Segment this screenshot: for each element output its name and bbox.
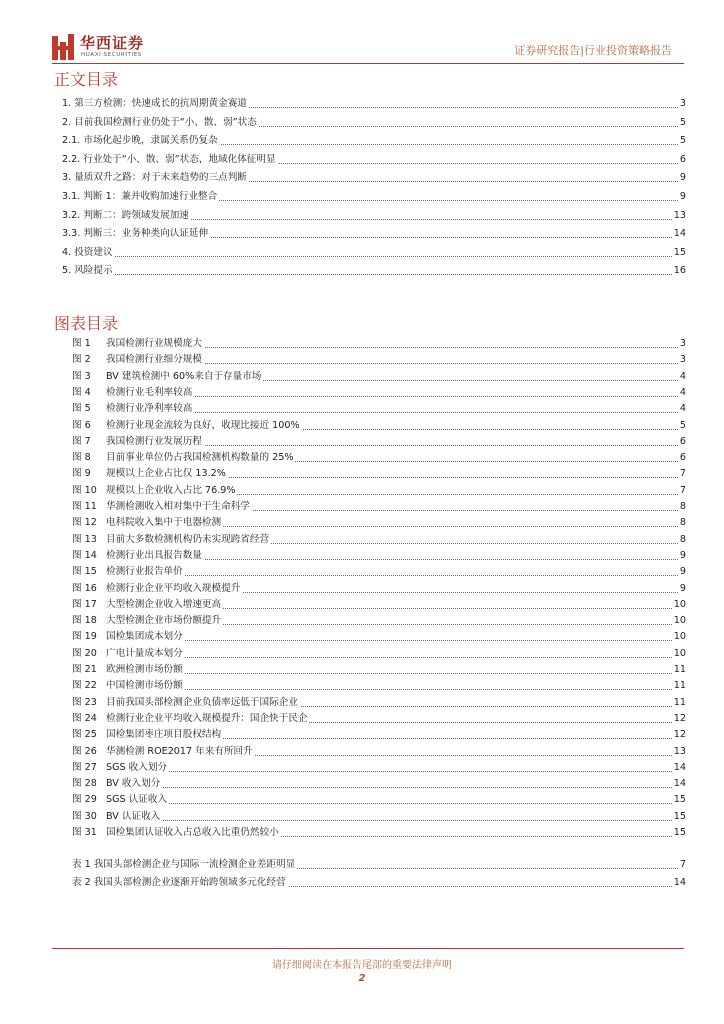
toc-entry-label: 3. 量质双升之路：对于未来趋势的三点判断 [62,170,249,186]
figure-caption: SGS 认证收入 [106,794,168,806]
header-rule [52,63,684,64]
figure-caption: 中国检测市场份额 [106,680,183,692]
toc-entry-page: 14 [672,776,686,792]
figure-caption: 电科院收入集中于电器检测 [106,517,222,529]
toc-entry[interactable] [62,189,686,205]
figure-caption: 广电计量成本划分 [106,647,183,659]
toc-entry-label [72,646,185,662]
toc-entry[interactable] [72,401,686,417]
toc-entry-page: 7 [678,466,686,482]
toc-entry-label [72,352,204,368]
toc-entry[interactable] [72,809,686,825]
toc-entry[interactable] [72,352,686,368]
toc-entry-page: 6 [678,152,686,168]
toc-entry-page: 10 [672,629,686,645]
toc-entry-label: 5. 风险提示 [62,263,115,279]
figure-number: 图 20 [72,647,97,659]
figure-caption: 检测行业企业平均收入规模提升 [106,582,241,594]
toc-entry[interactable] [72,515,686,531]
toc-entry[interactable] [72,369,686,385]
toc-entry[interactable] [72,532,686,548]
figure-caption: SGS 收入划分 [106,761,168,773]
toc-entry[interactable] [72,548,686,564]
toc-entry-label: 1. 第三方检测：快速成长的抗周期黄金赛道 [62,96,249,112]
toc-entry[interactable] [62,245,686,261]
toc-entry[interactable] [72,564,686,580]
toc-entry-label [72,548,204,564]
toc-entry-page: 13 [672,208,686,224]
page-header [52,30,684,64]
toc-entry[interactable] [72,727,686,743]
toc-entry-page: 9 [678,189,686,205]
figure-number: 图 14 [72,549,97,561]
toc-entry-page: 15 [672,245,686,261]
page-number: 2 [358,973,366,984]
toc-entry[interactable] [62,263,686,279]
toc-entry-page: 16 [672,263,686,279]
figure-caption: 欧洲检测市场份额 [106,664,183,675]
figure-number: 图 8 [72,452,91,464]
figure-number: 图 22 [72,680,97,692]
figure-caption: BV 建筑检测中 60%来自于存量市场 [106,370,262,382]
toc-entry-label [72,466,228,482]
figure-number: 图 29 [72,794,97,806]
toc-entry[interactable] [72,418,686,434]
figure-caption: 检测行业毛利率较高 [106,386,193,398]
toc-entry[interactable] [72,483,686,499]
toc-entry-label [72,483,237,499]
toc-entry-label: 表 2 我国头部检测企业逐渐开始跨领域多元化经营 [72,875,288,891]
toc-entry-label: 4. 投资建议 [62,245,115,261]
toc-entry-label: 表 1 我国头部检测企业与国际一流检测企业差距明显 [72,857,297,873]
toc-entry[interactable] [72,711,686,727]
toc-entry-page: 11 [672,678,686,694]
toc-entry-page: 7 [678,857,686,873]
figure-caption: 目前大多数检测机构仍未实现跨省经营 [106,533,270,545]
figure-number: 图 11 [72,501,97,512]
toc-entry-page: 5 [678,418,686,434]
toc-entry-page: 8 [678,499,686,515]
toc-entry-label [72,629,185,645]
figure-caption: 大型检测企业市场份额提升 [106,615,222,627]
toc-entry-label: 3.1. 判断 1：兼并收购加速行业整合 [62,189,219,205]
figure-number: 图 5 [72,403,91,415]
toc-entry[interactable] [72,499,686,515]
figure-caption: 目前我国头部检测企业负债率远低于国际企业 [106,696,298,708]
figure-caption: 检测行业现金流较为良好，收现比接近 100% [106,419,300,431]
figure-number: 图 16 [72,582,97,594]
toc-entry-label [72,450,295,466]
toc-entry-page: 8 [678,515,686,531]
toc-entry[interactable] [62,152,686,168]
toc-entry-label [72,792,169,808]
toc-entry[interactable] [72,678,686,694]
figure-caption: 检测行业净利率较高 [106,403,193,415]
toc-entry-label: 3.2. 判断二：跨领域发展加速 [62,208,191,224]
toc-entry-page: 10 [672,646,686,662]
toc-entry-label [72,809,162,825]
toc-entry-page: 14 [672,226,686,242]
toc-entry-page: 12 [672,727,686,743]
toc-entry-page: 10 [672,613,686,629]
toc-entry[interactable] [72,857,686,873]
toc-entry[interactable] [62,226,686,242]
figure-caption: 我国检测行业细分规模 [106,354,202,366]
toc-entry-label [72,369,263,385]
toc-entry-page: 11 [672,662,686,678]
toc-entry-label [72,711,309,727]
toc-entry-page: 14 [672,760,686,776]
footer-rule [52,948,684,949]
toc-entry-page: 4 [678,385,686,401]
figure-caption: 华测检测 ROE2017 年来有所回升 [106,745,253,757]
toc-entry-label [72,418,302,434]
huaxi-logo-icon [52,34,74,60]
dot-leader [72,820,686,821]
figure-caption: 检测行业报告单价 [106,566,183,578]
toc-entry-page: 9 [678,581,686,597]
figure-caption: 目前事业单位仍占我国检测机构数量的 25% [106,452,294,464]
figure-caption: BV 认证收入 [106,810,161,822]
toc-entry-label [72,581,242,597]
toc-entry-page: 15 [672,825,686,841]
toc-entry-label [72,613,223,629]
figure-number: 图 19 [72,631,97,643]
toc-entry-page: 3 [678,96,686,112]
contents-title: 正文目录 [54,70,119,89]
figure-caption: 大型检测企业收入增速更高 [106,598,222,610]
toc-entry-label [72,515,223,531]
figure-number: 图 21 [72,664,97,675]
figure-caption: 我国检测行业规模庞大 [106,338,202,349]
toc-entry-label [72,336,204,352]
toc-entry-label: 2. 目前我国检测行业仍处于“小、散、弱”状态 [62,115,259,131]
toc-entry-page: 4 [678,401,686,417]
toc-entry-label: 3.3. 判断三：业务种类向认证延伸 [62,226,210,242]
toc-entry-page: 14 [672,875,686,891]
toc-entry[interactable] [72,744,686,760]
figure-caption: 检测行业企业平均收入规模提升：国企快于民企 [106,712,308,724]
toc-entry-page: 3 [678,352,686,368]
toc-entry-page: 5 [678,133,686,149]
toc-entry-page: 10 [672,597,686,613]
figure-number: 图 30 [72,810,97,822]
toc-entry[interactable] [72,581,686,597]
dot-leader [72,787,686,788]
toc-entry[interactable] [72,336,686,352]
toc-entry-label [72,825,281,841]
figures-title: 图表目录 [54,314,119,333]
figure-number: 图 17 [72,598,97,610]
figure-number: 图 4 [72,386,91,398]
figure-caption: 华测检测收入相对集中于生命科学 [106,501,250,512]
figure-number: 图 3 [72,370,91,382]
toc-entry[interactable] [72,646,686,662]
toc-entry[interactable] [62,208,686,224]
figure-caption: 国检集团成本划分 [106,631,183,643]
toc-entry-label [72,744,255,760]
toc-entry[interactable] [62,170,686,186]
toc-entry[interactable] [72,450,686,466]
toc-entry-page: 6 [678,434,686,450]
toc-entry-page: 3 [678,336,686,352]
toc-entry[interactable] [72,629,686,645]
report-type-label: 证券研究报告|行业投资策略报告 [514,44,672,57]
toc-entry-page: 11 [672,695,686,711]
figure-number: 图 24 [72,712,97,724]
figure-caption: 规模以上企业收入占比 76.9% [106,484,236,496]
toc-entry-page: 4 [678,369,686,385]
toc-entry[interactable] [72,434,686,450]
toc-entry-label [72,564,185,580]
toc-entry-page: 9 [678,564,686,580]
toc-entry-page: 15 [672,809,686,825]
toc-entry[interactable] [72,662,686,678]
toc-entry[interactable] [72,825,686,841]
logo-chinese-name: 华西证券 [80,34,145,52]
toc-entry-label [72,678,185,694]
figure-caption: 规模以上企业占比仅 13.2% [106,468,226,480]
toc-entry[interactable] [72,792,686,808]
figure-caption: 国检集团认证收入占总收入比重仍然较小 [106,827,279,838]
toc-entry-label [72,532,271,548]
figure-number: 图 25 [72,729,97,741]
figure-number: 图 9 [72,468,91,480]
legal-notice: 请仔细阅读在本报告尾部的重要法律声明 [272,960,452,971]
figure-number: 图 28 [72,778,97,790]
toc-entry-label [72,727,223,743]
figure-number: 图 18 [72,615,97,627]
toc-entry[interactable] [62,96,686,112]
toc-entry-page: 5 [678,115,686,131]
figure-number: 图 12 [72,517,97,529]
toc-entry-page: 9 [678,170,686,186]
toc-entry-label [72,760,169,776]
toc-entry-page: 13 [672,744,686,760]
figure-caption: 国检集团枣庄项目股权结构 [106,729,222,741]
toc-entry-label [72,597,223,613]
figure-caption: 检测行业出具报告数量 [106,549,202,561]
toc-entry[interactable] [72,385,686,401]
toc-entry[interactable] [72,597,686,613]
toc-entry-label [72,695,300,711]
toc-entry[interactable] [72,695,686,711]
toc-entry-label [72,499,252,515]
figure-number: 图 1 [72,338,91,349]
toc-entry-page: 8 [678,532,686,548]
toc-entry[interactable] [72,760,686,776]
figure-number: 图 7 [72,435,91,447]
logo-english-name: HUAXI SECURITIES [81,52,142,58]
toc-entry-label [72,385,194,401]
figure-caption: 我国检测行业发展历程 [106,435,202,447]
toc-entry-label [72,662,185,678]
toc-entry[interactable] [72,613,686,629]
figure-number: 图 10 [72,484,97,496]
dot-leader [62,256,686,257]
toc-entry-label: 2.1. 市场化起步晚，隶属关系仍复杂 [62,133,220,149]
toc-entry-page: 6 [678,450,686,466]
toc-entry-page: 12 [672,711,686,727]
toc-entry-page: 7 [678,483,686,499]
figure-number: 图 23 [72,696,97,708]
toc-entry[interactable] [72,466,686,482]
toc-entry-page: 15 [672,792,686,808]
figure-caption: BV 收入划分 [106,778,161,790]
figure-number: 图 6 [72,419,91,431]
dot-leader [62,274,686,275]
figure-number: 图 15 [72,566,97,578]
toc-entry[interactable] [62,133,686,149]
toc-entry-label [72,401,194,417]
figure-number: 图 26 [72,745,97,757]
toc-entry[interactable] [72,875,686,891]
figure-number: 图 31 [72,827,97,838]
figure-number: 图 2 [72,354,91,366]
figure-number: 图 27 [72,761,97,773]
toc-entry[interactable] [72,776,686,792]
toc-entry-label [72,434,204,450]
toc-entry-label [72,776,162,792]
toc-entry[interactable] [62,115,686,131]
toc-entry-label: 2.2. 行业处于“小、散、弱”状态，地域化体征明显 [62,152,278,168]
figure-number: 图 13 [72,533,97,545]
toc-entry-page: 9 [678,548,686,564]
